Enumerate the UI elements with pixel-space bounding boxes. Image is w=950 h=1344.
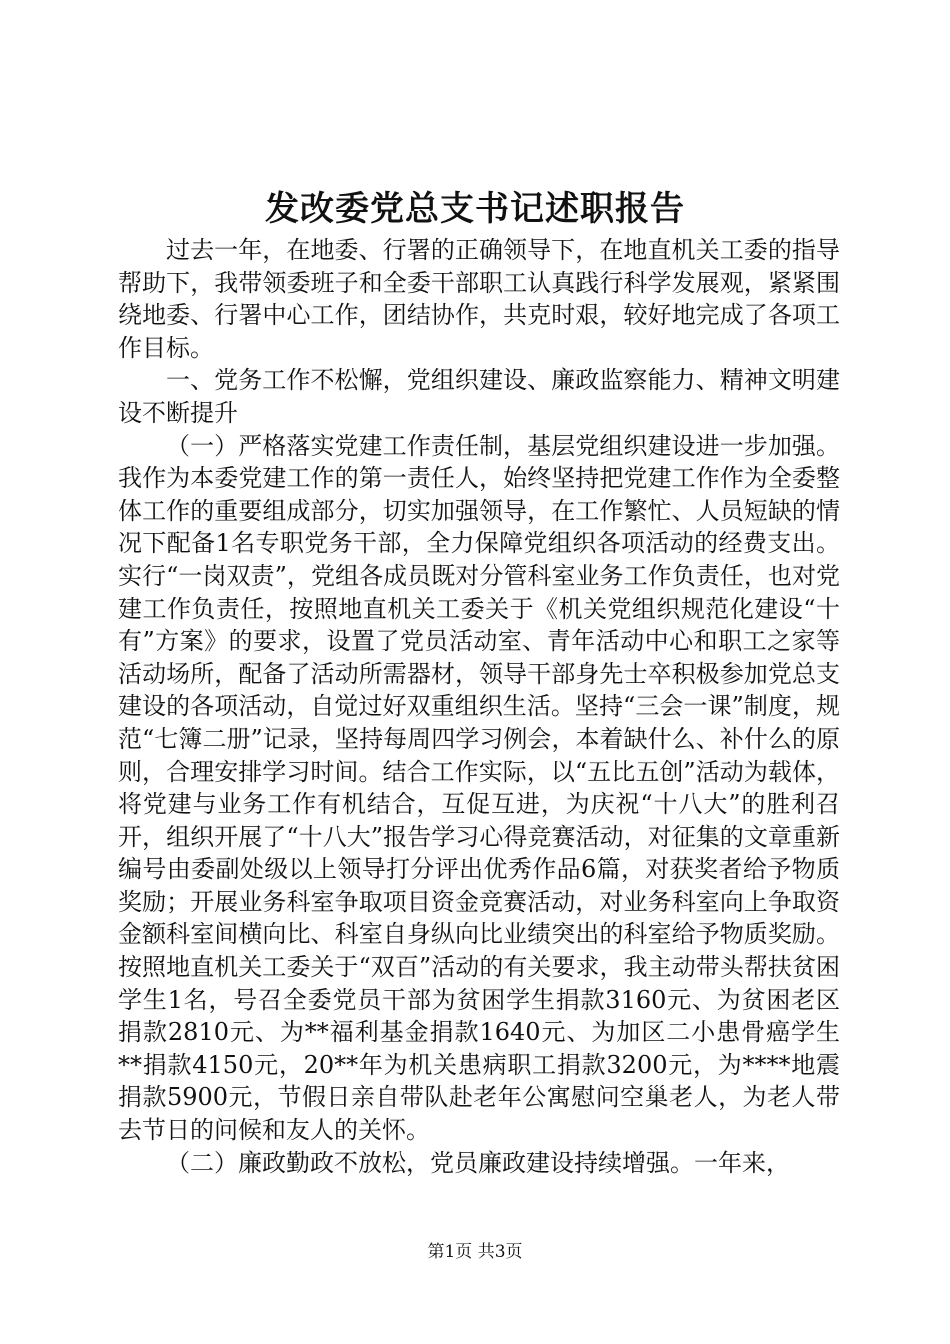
page-footer: 第1页 共3页 [427,1242,523,1262]
document-body [118,234,840,1179]
section-heading-1: 一、党务工作不松懈，党组织建设、廉政监察能力、精神文明建设不断提升 [118,366,840,427]
document-title: 发改委党总支书记述职报告 [265,189,685,229]
paragraph-intro: 过去一年，在地委、行署的正确领导下，在地直机关工委的指导帮助下，我带领委班子和全委干部职工认真践行科学发展观，紧紧围绕地委、行署中心工作，团结协作，共克时艰，较好地完成了各项工作目标。 [118,236,840,362]
paragraph-integrity: （二）廉政勤政不放松，党员廉政建设持续增强。一年来， [166,1148,790,1177]
paragraph-party-building: （一）严格落实党建工作责任制，基层党组织建设进一步加强。我作为本委党建工作的第一责任人，始终坚持把党建工作作为全委整体工作的重要组成部分，切实加强领导，在工作繁忙、人员短缺的情况下配备1名专职党务干部，全力保障党组织各项活动的经费支出。实行“一岗双责”，党组各成员既对分管科室业务工作负责任，也对党建工作负责任，按照地直机关工委关于《机关党组织规范化建设“十有”方案》的要求，设置了党员活动室、青年活动中心和职工之家等活动场所，配备了活动所需器材，领导干部身先士卒积极参加党总支建设的各项活动，自觉过好双重组织生活。坚持“三会一课”制度，规范“七簿二册”记录，坚持每周四学习例会，本着缺什么、补什么的原则，合理安排学习时间。结合工作实际，以“五比五创”活动为载体，将党建与业务工作有机结合，互促互进，为庆祝“十八大”的胜利召开，组织开展了“十八大”报告学习心得竞赛活动，对征集的文章重新编号由委副处级以上领导打分评出优秀作品6篇，对获奖者给予物质奖励；开展业务科室争取项目资金竞赛活动，对业务科室向上争取资金额科室间横向比、科室自身纵向比业绩突出的科室给予物质奖励。按照地直机关工委关于“双百”活动的有关要求，我主动带头帮扶贫困学生1名，号召全委党员干部为贫困学生捐款3160元、为贫困老区捐款2810元、为**福利基金捐款1640元、为加区二小患骨癌学生**捐款4150元，20**年为机关患病职工捐款3200元，为****地震捐款5900元，节假日亲自带队赴老年公寓慰问空巢老人，为老人带去节日的问候和友人的关怀。 [118,431,840,1145]
